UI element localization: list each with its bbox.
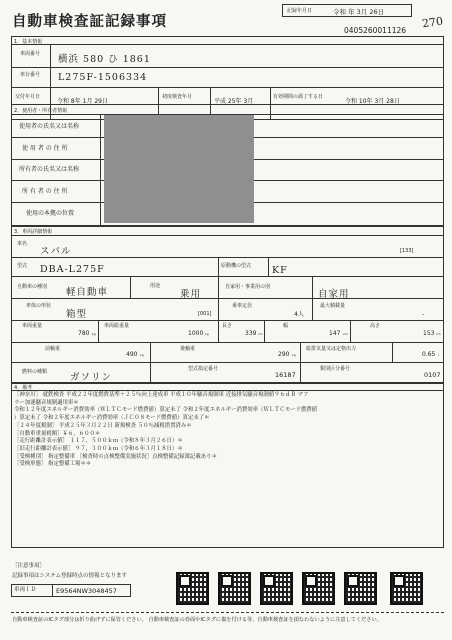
capacity-value: 4人	[294, 311, 304, 318]
first-reg-value: 平成 25年 3月	[214, 98, 254, 105]
body-value: 箱型	[66, 309, 88, 320]
vehicle-id-value: E9564NW3048457	[56, 587, 117, 595]
use-label: 用途	[150, 283, 161, 289]
gross-value: 1000	[188, 330, 204, 337]
engine-label: 原動機の型式	[221, 263, 252, 269]
owner-row-2: 使 用 者 の 住 所	[22, 145, 68, 152]
height-unit: cm	[436, 332, 441, 336]
engine-value: KF	[272, 265, 288, 276]
redacted-owner-info	[104, 115, 254, 223]
footer-notes-heading: ［注意事項］	[12, 563, 46, 569]
fuel-label: 燃料の種類	[22, 369, 48, 375]
issue-date-value: 令和 年 3月 26日	[333, 8, 385, 16]
footer-notes-text: 記録事項はシステム登録時点の情報となります	[12, 573, 127, 579]
length-value: 339	[245, 330, 257, 337]
issue-date-box	[282, 4, 412, 17]
expiry-value: 令和 10年 3月 28日	[345, 98, 400, 105]
make-code: [133]	[400, 248, 414, 254]
approval-value: 16187	[275, 371, 296, 379]
vin-label: 車台番号	[20, 72, 41, 78]
weight-label: 車両重量	[22, 323, 43, 329]
width-value: 147	[329, 330, 341, 337]
note-line: ラー加速騒音規制適用車＊	[14, 399, 79, 406]
fuel-value: ガソリン	[70, 372, 113, 383]
category-label: 類別区分番号	[320, 366, 351, 372]
note-line: ［受検種別］ 指定整備車 ［検査時の点検整備実施状況］点検整備記録簿記載あり＊	[14, 453, 217, 460]
issued-value: 令和 8年 1月 29日	[57, 98, 108, 105]
width-label: 幅	[283, 323, 289, 329]
qr-code	[302, 572, 335, 605]
owner-row-3: 所有者の氏名又は名称	[19, 166, 80, 173]
basic-info-heading: 1．基本情報	[14, 39, 43, 45]
make-value: スバル	[40, 246, 72, 257]
notes-body	[14, 392, 442, 469]
qr-code	[390, 572, 423, 605]
model-value: DBA-L275F	[40, 264, 105, 275]
note-line: ［走行距離計表示値］ １１７，５００ｋｍ（令和８年３月２６日）＊	[14, 438, 183, 445]
owner-row-1: 使用者の氏名又は名称	[19, 123, 80, 130]
maxload-value: -	[422, 311, 425, 318]
gross-unit: kg	[205, 332, 209, 336]
qr-code	[176, 572, 209, 605]
vehicle-heading: 3．車両詳細情報	[14, 229, 53, 235]
width-unit: cm	[343, 332, 348, 336]
doc-number: 0405260011126	[344, 26, 407, 35]
document-title: 自動車検査証記録事項	[12, 14, 167, 30]
note-line: 令和１２年度エネルギー消費効率（ＷＬＴＣモード燃費値）算定未了 令和２年度エネルギー消費効率（ＷＬＴＣモード燃費値	[14, 407, 318, 414]
height-label: 高さ	[370, 323, 381, 329]
note-line: ［受検形態］ 指定整備工場＊＊	[14, 461, 92, 468]
rear-axle-label: 後軸重	[180, 346, 196, 352]
note-line: ）算定未了 令和２年度エネルギー消費効率（ＪＣ０８モード燃費値）算定未了＊	[14, 415, 210, 422]
displacement-unit: l	[438, 353, 439, 357]
owner-row-4: 所 有 者 の 住 所	[22, 188, 68, 195]
biz-value: 自家用	[318, 289, 350, 300]
note-line: ［旧走行距離計表示値］ ９７，３００ｋｍ（令和６年３月１８日）＊	[14, 445, 183, 452]
displacement-value: 0.65	[422, 351, 436, 358]
maxload-label: 最大積載量	[320, 303, 346, 309]
weight-unit: kg	[92, 332, 96, 336]
rear-axle-unit: kg	[292, 353, 296, 357]
first-reg-label: 初度検査年月	[162, 94, 193, 100]
front-axle-value: 490	[126, 351, 138, 358]
front-axle-label: 前軸重	[45, 346, 61, 352]
category-value: 0107	[424, 371, 441, 379]
qr-code	[218, 572, 251, 605]
use-value: 乗用	[180, 289, 202, 300]
approval-label: 型式指定番号	[188, 366, 219, 372]
kind-value: 軽自動車	[66, 287, 109, 298]
issued-label: 交付年月日	[15, 94, 41, 100]
note-line: ［神奈川］ 就鉄検査 平成２２年度燃費基準＋２５％向上達成車 平成１０年騒音規制車 近接排気騒音規制値９６ｄＢ マフ	[14, 392, 309, 398]
front-axle-unit: kg	[140, 353, 144, 357]
rear-axle-value: 290	[278, 351, 290, 358]
expiry-label: 有効期間の満了する日	[273, 94, 324, 100]
vehicle-id-label: 車両ＩＤ	[14, 587, 37, 593]
body-code: [001]	[198, 311, 212, 317]
reg-value: 横浜 580 ひ 1861	[58, 54, 151, 65]
notes-heading: 4．備考	[14, 385, 33, 391]
note-line: ［自動車重量税額］￥６，６００＊	[14, 430, 101, 437]
owner-heading: 2．使用者・所有者情報	[14, 108, 68, 114]
issue-date-label: 記録年月日	[287, 8, 313, 14]
capacity-label: 乗車定員	[232, 303, 253, 309]
vehicle-section	[11, 226, 444, 383]
reg-label: 車両番号	[20, 51, 41, 57]
model-label: 型式	[17, 263, 28, 269]
handwritten-note: 270	[421, 14, 444, 31]
length-label: 長さ	[222, 323, 233, 329]
weight-value: 780	[78, 330, 90, 337]
length-unit: cm	[258, 332, 263, 336]
gross-label: 車両総重量	[104, 323, 130, 329]
kind-label: 自動車の種別	[17, 284, 48, 290]
height-value: 153	[423, 330, 435, 337]
displacement-label: 総排気量又は定格出力	[306, 346, 357, 352]
qr-code	[344, 572, 377, 605]
biz-label: 自家用・事業用の別	[225, 284, 271, 290]
ic-tag-notice: 自動車検査証のICタグ部分は折り曲げずに保管ください。 自動車検査証の券面やICタグに傷を付ける等、自動車検査証を損なわないように注意してください。	[12, 617, 382, 623]
owner-row-5: 使用の本拠の位置	[26, 210, 75, 217]
vin-value: L275F-1506334	[58, 72, 148, 83]
body-label: 車体の形状	[26, 303, 52, 309]
make-label: 車名	[17, 241, 28, 247]
qr-code	[260, 572, 293, 605]
note-line: ［２４年度税制］ 平成２５年３月２２日 新規検査 ５０％減税措置済み＊	[14, 422, 192, 429]
